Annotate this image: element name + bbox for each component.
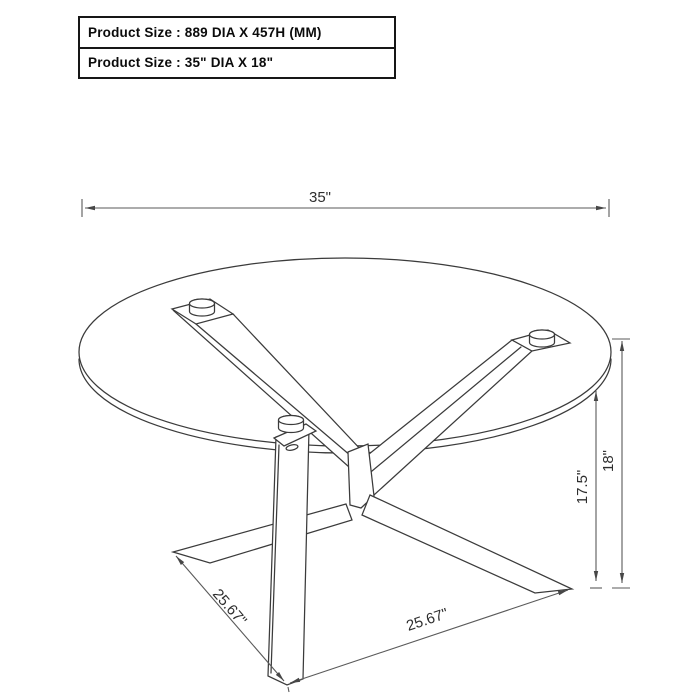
dimension-diameter [82,189,609,217]
dimension-base-span-left [176,556,284,681]
leg-lower-left [173,504,352,563]
leg-front [268,416,316,686]
dimension-label-diameter: 35" [308,189,332,206]
dimension-label-base-span-right: 25.67" [404,605,451,635]
leg-upper-right [359,330,570,495]
dimension-overall-height [600,339,630,588]
dimension-underside-height [574,391,602,588]
glass-top [79,258,611,453]
dimension-base-span-right [288,590,568,692]
dimension-label-overall-height: 18" [600,449,617,473]
dimension-label-base-span-left: 25.67" [208,585,250,630]
leg-lower-right [362,495,572,593]
spec-row-mm: Product Size : 889 DIA X 457H (MM) [88,25,322,40]
spec-row-inch: Product Size : 35" DIA X 18" [80,47,394,77]
dimension-label-underside-height: 17.5" [574,469,591,505]
